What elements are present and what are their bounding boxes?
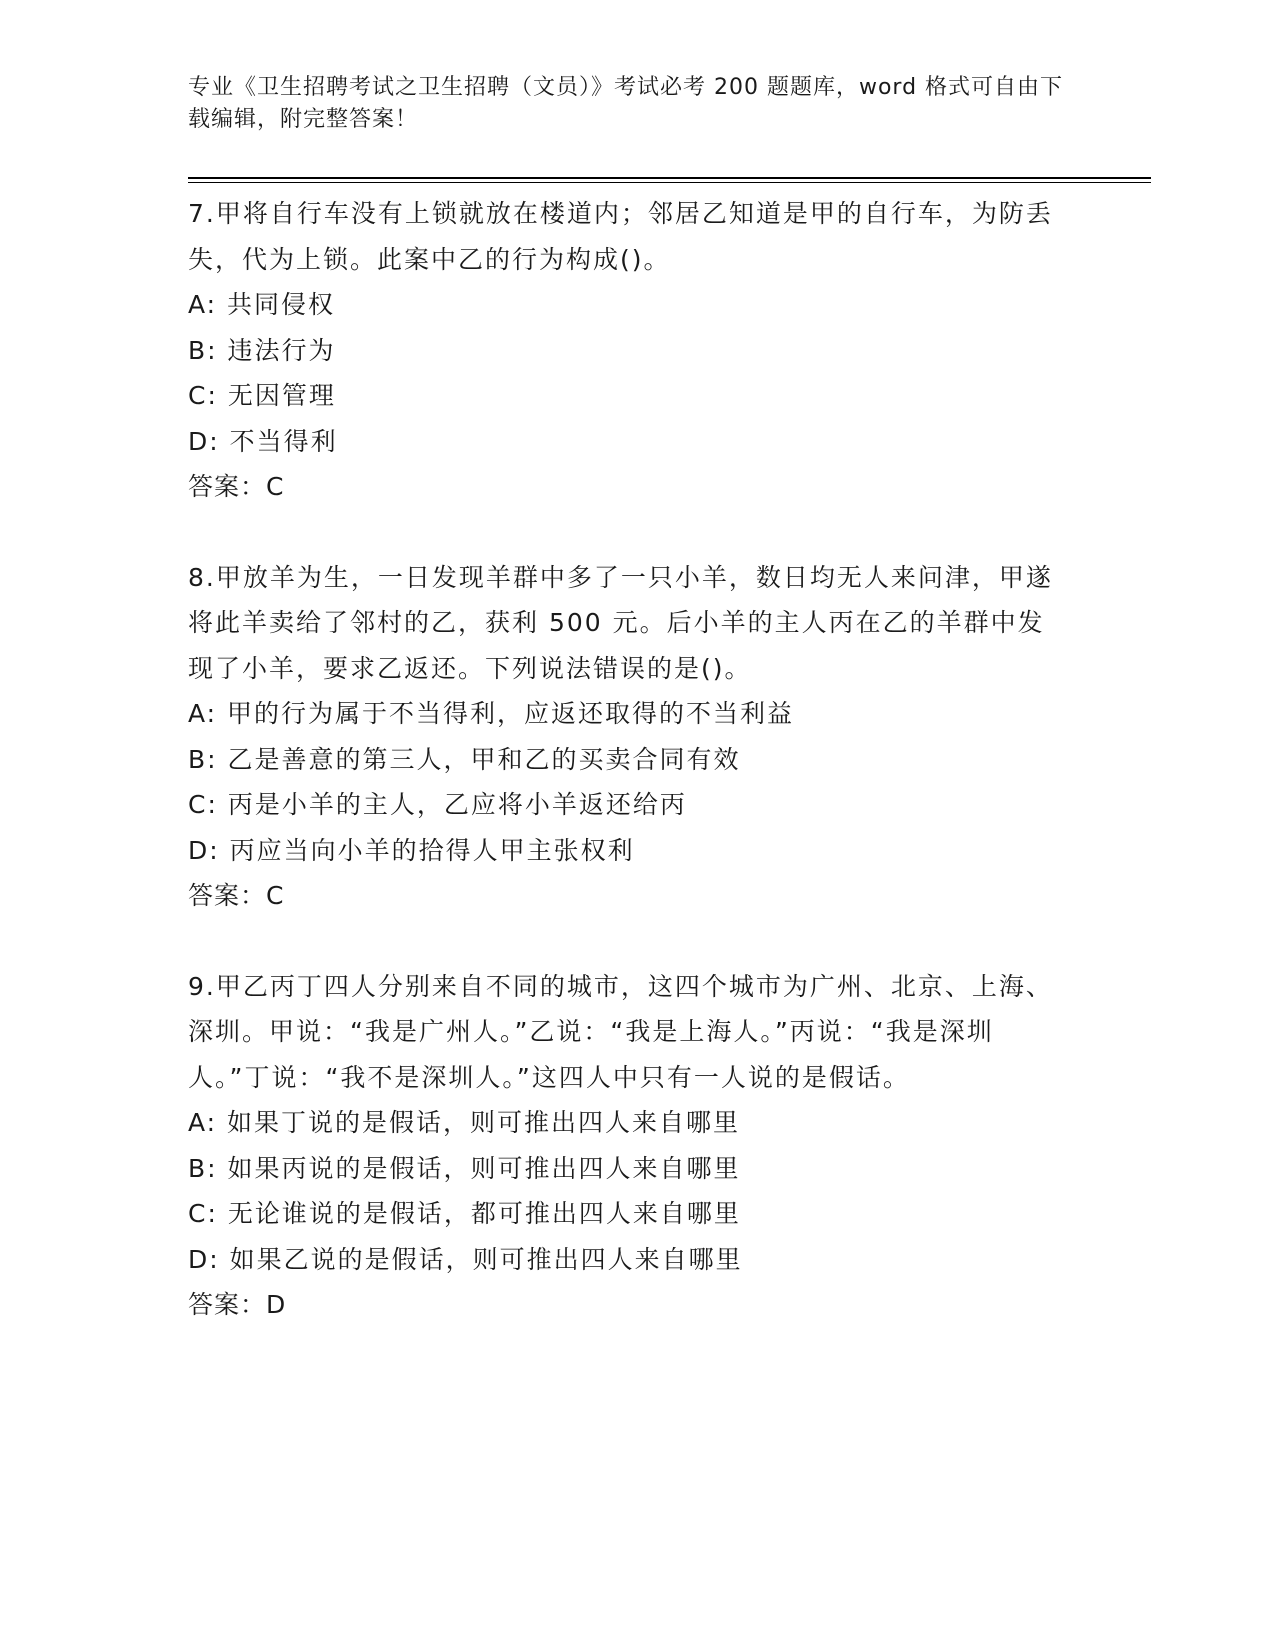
option-d: D: 不当得利: [188, 426, 338, 456]
answer-label: 答案：: [188, 1290, 267, 1319]
option-b: B: 如果丙说的是假话，则可推出四人来自哪里: [188, 1153, 741, 1183]
header-divider-thick: [188, 177, 1151, 179]
option-b: B: 违法行为: [188, 335, 336, 365]
question-item: [188, 964, 1068, 1328]
question-list: [188, 191, 1068, 1373]
answer-value: D: [266, 1290, 287, 1319]
page-header-text: 专业《卫生招聘考试之卫生招聘（文员）》考试必考 200 题题库，word 格式可自由下载编辑，附完整答案！: [188, 75, 1064, 132]
option-c: C: 丙是小羊的主人，乙应将小羊返还给丙: [188, 790, 687, 819]
question-item: [188, 555, 1068, 919]
question-stem: 7.甲将自行车没有上锁就放在楼道内；邻居乙知道是甲的自行车，为防丢失，代为上锁。此案中乙的行为构成()。: [188, 199, 1053, 274]
question-item: [188, 191, 1068, 510]
answer-line: [188, 1282, 1068, 1328]
option-a: A: 甲的行为属于不当得利，应返还取得的不当利益: [188, 699, 795, 728]
option-b: B: 乙是善意的第三人，甲和乙的买卖合同有效: [188, 744, 741, 774]
answer-line: [188, 873, 1068, 919]
question-stem: 9.甲乙丙丁四人分别来自不同的城市，这四个城市为广州、北京、上海、深圳。甲说：“我是广州人。”乙说：“我是上海人。”丙说：“我是深圳人。”丁说：“我不是深圳人。”这四人中只有一人说的是假话。: [188, 971, 1053, 1092]
answer-value: C: [266, 472, 285, 501]
answer-label: 答案：: [188, 472, 267, 501]
answer-value: C: [266, 881, 285, 910]
option-a: A: 如果丁说的是假话，则可推出四人来自哪里: [188, 1108, 741, 1137]
answer-label: 答案：: [188, 881, 267, 910]
option-d: D: 丙应当向小羊的拾得人甲主张权利: [188, 835, 635, 865]
answer-line: [188, 464, 1068, 510]
option-a: A: 共同侵权: [188, 290, 336, 319]
option-c: C: 无论谁说的是假话，都可推出四人来自哪里: [188, 1199, 741, 1228]
header-divider-thin: [188, 182, 1151, 183]
question-stem: 8.甲放羊为生，一日发现羊群中多了一只小羊，数日均无人来问津，甲遂将此羊卖给了邻村的乙，获利 500 元。后小羊的主人丙在乙的羊群中发现了小羊，要求乙返还。下列说法错误的是()。: [188, 562, 1053, 683]
option-d: D: 如果乙说的是假话，则可推出四人来自哪里: [188, 1244, 743, 1274]
option-c: C: 无因管理: [188, 381, 336, 410]
